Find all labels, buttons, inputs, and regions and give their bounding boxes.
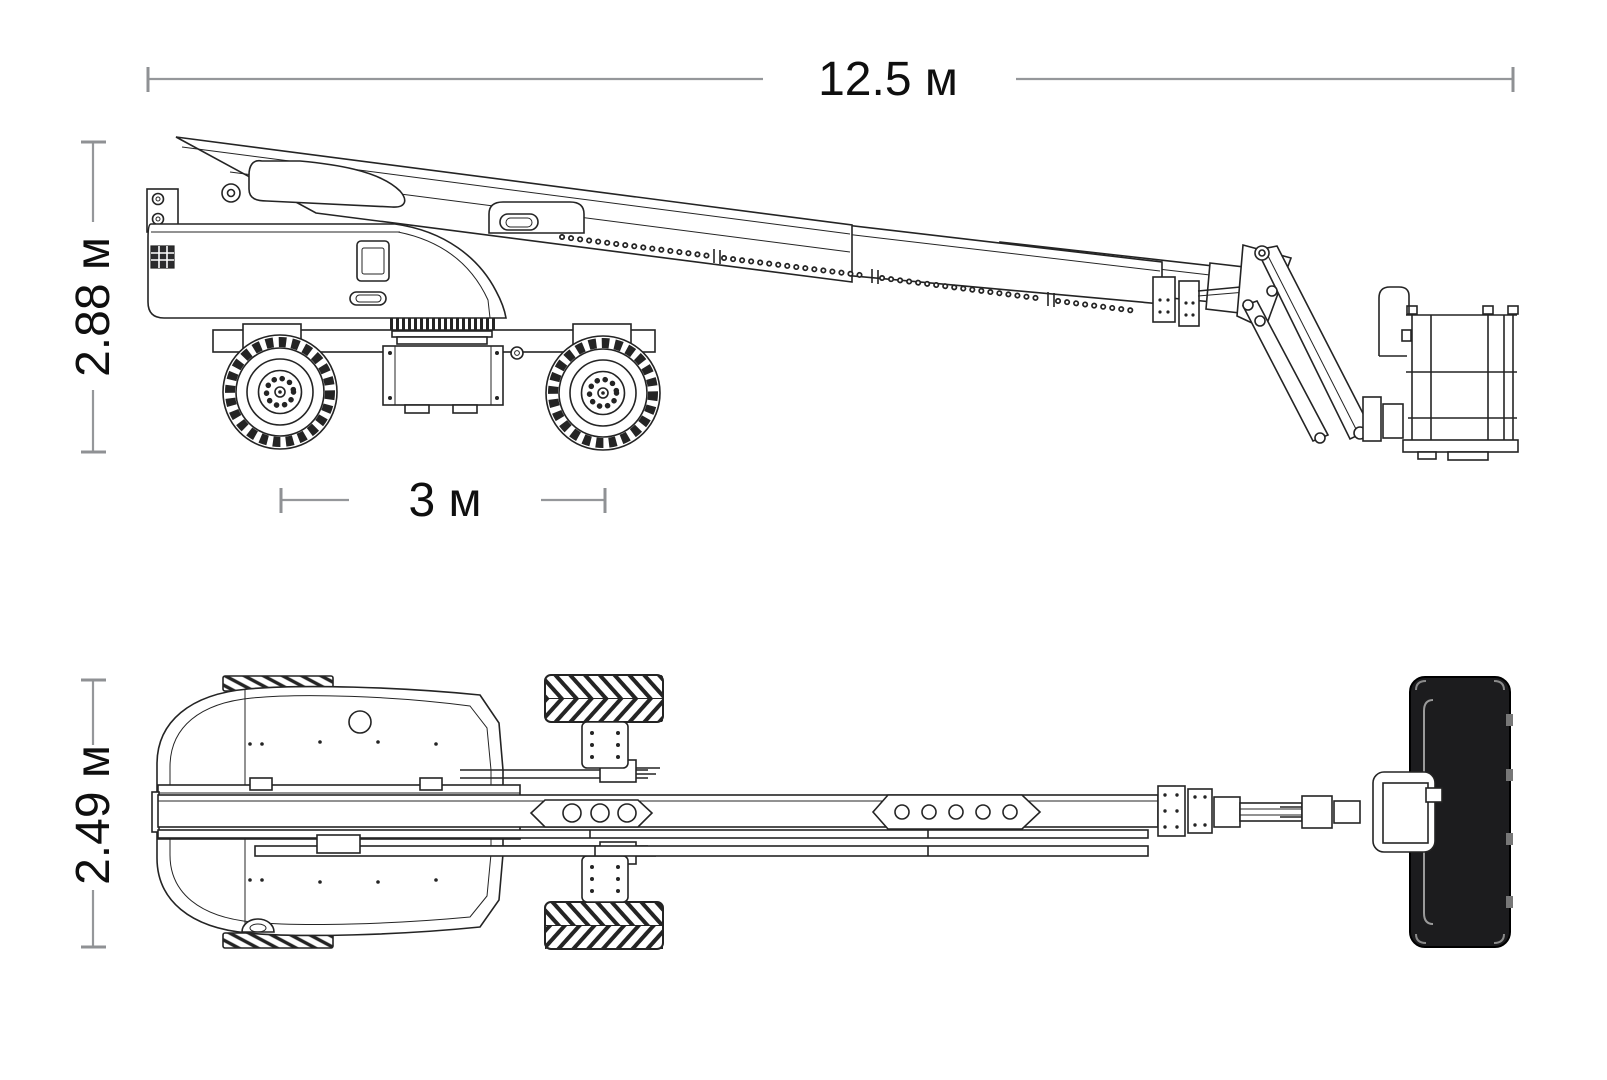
platform-rotator-top-view	[1302, 796, 1332, 828]
jib-top-view	[1240, 803, 1302, 821]
dimension-label-overall-width: 2.49 м	[67, 745, 120, 885]
basket-entry-rail	[1379, 287, 1409, 356]
turret-vent-grille	[151, 246, 174, 268]
dimension-overall-height	[67, 142, 120, 452]
boom-plate-5-holes	[873, 795, 1040, 829]
dimension-overall-width	[67, 680, 120, 947]
dimension-label-wheelbase: 3 м	[408, 474, 482, 527]
wheel-front-side	[546, 336, 660, 450]
lifting-eye	[222, 184, 240, 202]
top-view-drawing	[152, 675, 1513, 949]
boom-rest-cradle	[489, 202, 584, 233]
dimension-wheelbase	[281, 474, 605, 527]
platform-basket-top-view	[1373, 677, 1513, 947]
boom-head-top-view	[1158, 786, 1360, 836]
turret-body	[148, 224, 506, 318]
dimension-label-overall-height: 2.88 м	[67, 237, 120, 377]
wheel-rear-side	[223, 335, 337, 449]
platform-rotator	[1363, 397, 1381, 441]
side-view-drawing	[0, 0, 1518, 460]
dimension-label-overall-length: 12.5 м	[818, 53, 958, 106]
dimension-overall-length	[148, 53, 1513, 106]
engine-box	[383, 346, 503, 405]
